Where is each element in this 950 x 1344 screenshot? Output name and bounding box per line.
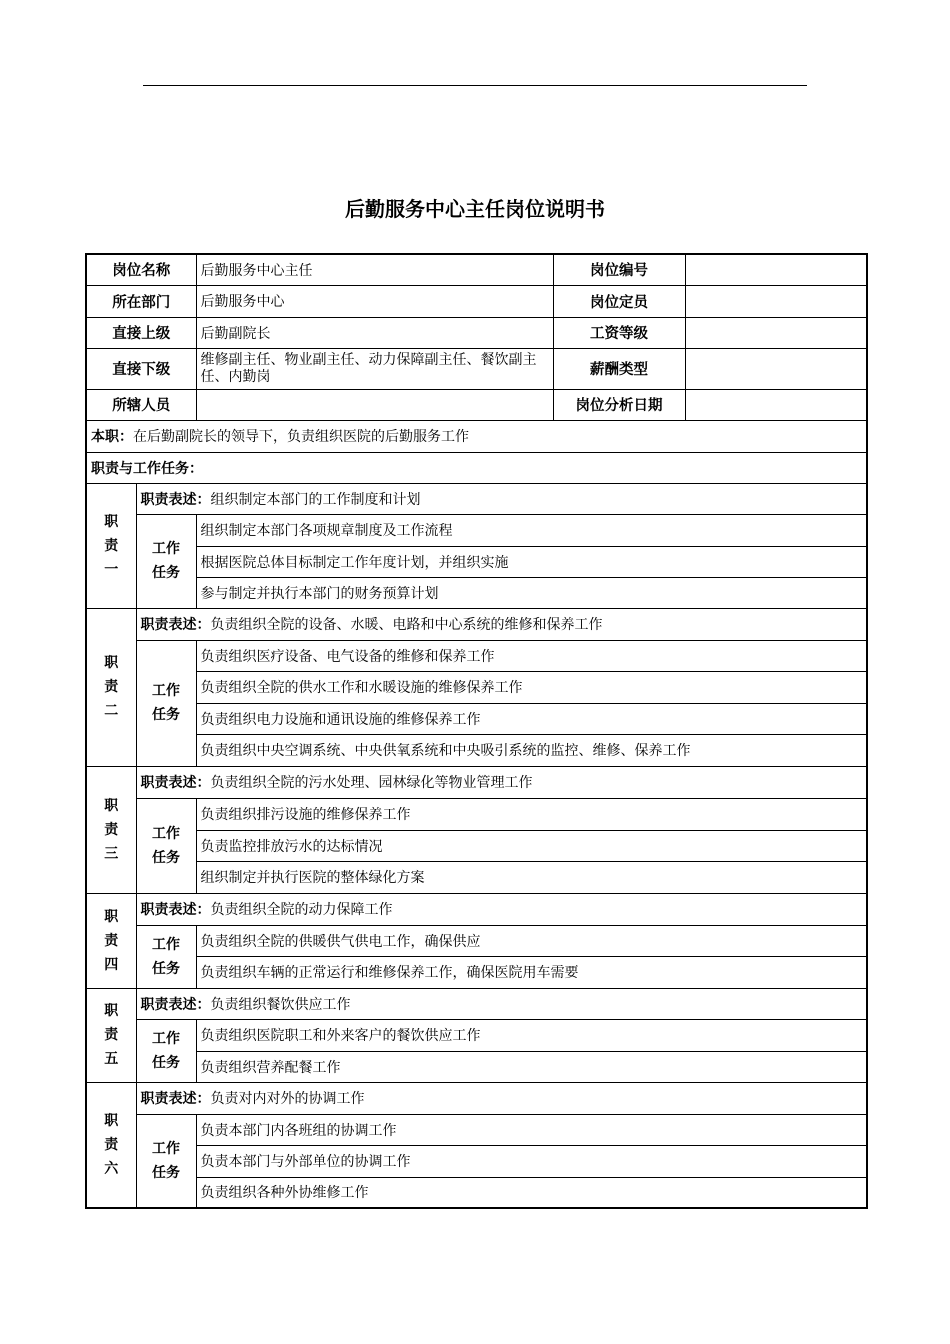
duty-task-row (86, 514, 867, 546)
subordinate-label: 直接下级 (86, 348, 196, 389)
work-task-item: 负责组织医疗设备、电气设备的维修和保养工作 (196, 640, 867, 671)
staff-value (196, 389, 553, 420)
duty-task-row (86, 577, 867, 608)
duty-desc-row (86, 988, 867, 1019)
duty-description (136, 766, 867, 798)
info-row-position (86, 254, 867, 285)
duty-task-row (86, 861, 867, 893)
duty-desc-row (86, 1082, 867, 1114)
work-task-label-line1: 工作 (152, 683, 180, 699)
work-task-item: 负责组织电力设施和通讯设施的维修保养工作 (196, 703, 867, 734)
document-title: 后勤服务中心主任岗位说明书 (345, 197, 605, 221)
info-row-staff (86, 389, 867, 420)
duty-number-char: 职 (104, 513, 119, 530)
analysis-date-value (685, 389, 867, 420)
work-task-item: 负责组织营养配餐工作 (196, 1051, 867, 1082)
work-task-label (136, 1114, 196, 1208)
main-duty-cell (86, 420, 867, 452)
position-name-label: 岗位名称 (86, 254, 196, 285)
position-no-label: 岗位编号 (553, 254, 685, 285)
work-task-item: 参与制定并执行本部门的财务预算计划 (196, 577, 867, 608)
duty-task-row (86, 925, 867, 956)
duty-description-text: 负责对内对外的协调工作 (210, 1091, 365, 1107)
work-task-label-line2: 任务 (152, 849, 180, 866)
work-task-label-line1: 工作 (152, 1140, 180, 1157)
duty-description (136, 893, 867, 925)
work-task-label (136, 925, 196, 988)
duty-number-char: 五 (104, 1051, 119, 1067)
superior-value: 后勤副院长 (196, 317, 553, 348)
duty-description-label: 职责表述： (140, 996, 211, 1013)
work-task-label-line1: 工作 (152, 1030, 180, 1047)
duty-number-label (86, 608, 136, 766)
work-task-label (136, 1019, 196, 1082)
headcount-value (685, 285, 867, 317)
duty-number-char: 职 (104, 1112, 119, 1129)
duty-description-label: 职责表述： (140, 491, 211, 508)
duty-task-row (86, 1051, 867, 1082)
work-task-item: 负责组织全院的供暖供气供电工作，确保供应 (196, 925, 867, 956)
duty-description-label: 职责表述： (140, 775, 211, 791)
duty-description-label: 职责表述： (140, 617, 211, 633)
duties-body (86, 483, 867, 1208)
duty-number-char: 责 (104, 537, 119, 554)
duty-number-char: 职 (104, 797, 119, 814)
duty-desc-row (86, 483, 867, 514)
duty-task-row (86, 703, 867, 734)
duty-number-char: 二 (104, 703, 119, 719)
duty-number-char: 一 (104, 561, 119, 578)
duty-description (136, 1082, 867, 1114)
duty-number-char: 职 (104, 908, 119, 925)
work-task-item: 负责组织车辆的正常运行和维修保养工作，确保医院用车需要 (196, 956, 867, 988)
duty-number-char: 责 (104, 679, 119, 695)
work-task-item: 负责组织排污设施的维修保养工作 (196, 798, 867, 830)
work-task-item: 负责组织中央空调系统、中央供氧系统和中央吸引系统的监控、维修、保养工作 (196, 734, 867, 766)
duty-task-row (86, 1177, 867, 1208)
work-task-label-line1: 工作 (152, 825, 180, 842)
duty-description-text: 负责组织全院的设备、水暖、电路和中心系统的维修和保养工作 (210, 617, 603, 633)
main-duty-label: 本职： (91, 429, 133, 445)
work-task-label-line2: 任务 (152, 960, 180, 977)
duty-number-label (86, 483, 136, 608)
duty-task-row (86, 671, 867, 703)
work-task-item: 负责监控排放污水的达标情况 (196, 830, 867, 861)
duty-number-label (86, 988, 136, 1082)
work-task-label-line1: 工作 (152, 541, 180, 557)
duty-number-char: 责 (104, 1027, 119, 1043)
duties-heading-row (86, 452, 867, 483)
duty-description-text: 组织制定本部门的工作制度和计划 (210, 491, 421, 508)
department-value: 后勤服务中心 (196, 285, 553, 317)
duty-desc-row (86, 608, 867, 640)
duty-number-label (86, 1082, 136, 1208)
duty-number-char: 职 (104, 1003, 119, 1019)
info-row-superior (86, 317, 867, 348)
duty-task-row (86, 830, 867, 861)
duty-number-label (86, 766, 136, 893)
duty-task-row (86, 640, 867, 671)
work-task-item: 负责组织各种外协维修工作 (196, 1177, 867, 1208)
duty-task-row (86, 1019, 867, 1051)
work-task-label-line2: 任务 (152, 1164, 180, 1181)
analysis-date-label: 岗位分析日期 (553, 389, 685, 420)
work-task-label (136, 514, 196, 608)
duty-description-text: 负责组织餐饮供应工作 (210, 996, 351, 1013)
job-description-table (85, 253, 868, 1209)
pay-type-label: 薪酬类型 (553, 348, 685, 389)
main-duty-text: 在后勤副院长的领导下，负责组织医院的后勤服务工作 (133, 429, 469, 445)
salary-grade-value (685, 317, 867, 348)
duty-number-char: 责 (104, 821, 119, 838)
duty-task-row (86, 956, 867, 988)
duty-number-char: 六 (104, 1160, 119, 1177)
work-task-label (136, 798, 196, 893)
duty-number-char: 四 (104, 956, 119, 973)
duty-task-row (86, 1145, 867, 1177)
duty-number-label (86, 893, 136, 988)
work-task-label-line1: 工作 (152, 936, 180, 953)
duty-number-char: 三 (104, 845, 119, 862)
work-task-label-line2: 任务 (152, 707, 180, 723)
duty-desc-row (86, 893, 867, 925)
work-task-item: 组织制定本部门各项规章制度及工作流程 (196, 514, 867, 546)
work-task-item: 组织制定并执行医院的整体绿化方案 (196, 861, 867, 893)
duty-description-label: 职责表述： (140, 902, 211, 918)
department-label: 所在部门 (86, 285, 196, 317)
info-row-subordinate (86, 348, 867, 389)
duty-description (136, 483, 867, 514)
duty-description-text: 负责组织全院的动力保障工作 (210, 902, 393, 918)
superior-label: 直接上级 (86, 317, 196, 348)
main-duty-row (86, 420, 867, 452)
staff-label: 所辖人员 (86, 389, 196, 420)
pay-type-value (685, 348, 867, 389)
work-task-label-line2: 任务 (152, 1054, 180, 1071)
position-name-value: 后勤服务中心主任 (196, 254, 553, 285)
duty-desc-row (86, 766, 867, 798)
subordinate-value: 维修副主任、物业副主任、动力保障副主任、餐饮副主任、内勤岗 (196, 348, 553, 389)
duty-description (136, 608, 867, 640)
work-task-item: 负责组织全院的供水工作和水暖设施的维修保养工作 (196, 671, 867, 703)
work-task-item: 根据医院总体目标制定工作年度计划，并组织实施 (196, 546, 867, 577)
work-task-item: 负责本部门与外部单位的协调工作 (196, 1145, 867, 1177)
headcount-label: 岗位定员 (553, 285, 685, 317)
duties-heading: 职责与工作任务： (86, 452, 867, 483)
work-task-item: 负责组织医院职工和外来客户的餐饮供应工作 (196, 1019, 867, 1051)
duty-task-row (86, 798, 867, 830)
duty-task-row (86, 546, 867, 577)
header-rule (143, 85, 807, 86)
duty-task-row (86, 734, 867, 766)
duty-description (136, 988, 867, 1019)
duty-number-char: 责 (104, 1136, 119, 1153)
work-task-label (136, 640, 196, 766)
duty-number-char: 职 (104, 655, 119, 671)
duty-description-label: 职责表述： (140, 1091, 211, 1107)
duty-number-char: 责 (104, 932, 119, 949)
duty-task-row (86, 1114, 867, 1145)
position-no-value (685, 254, 867, 285)
work-task-label-line2: 任务 (152, 565, 180, 581)
info-row-department (86, 285, 867, 317)
duty-description-text: 负责组织全院的污水处理、园林绿化等物业管理工作 (210, 775, 533, 791)
salary-grade-label: 工资等级 (553, 317, 685, 348)
work-task-item: 负责本部门内各班组的协调工作 (196, 1114, 867, 1145)
